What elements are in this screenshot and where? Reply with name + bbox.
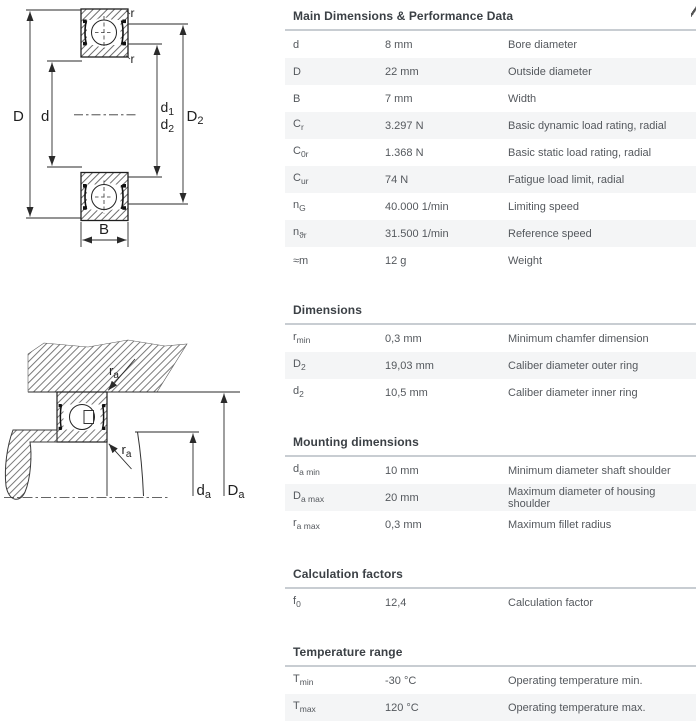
symbol-cell: [293, 490, 385, 504]
datasheet-table: [285, 0, 696, 721]
value-cell: 1.368 N: [385, 146, 424, 159]
table-row: [285, 193, 696, 220]
symbol-subscript: a max: [296, 521, 320, 532]
description-cell: Basic dynamic load rating, radial: [508, 119, 667, 132]
table-row: [285, 166, 696, 193]
description-cell: Caliber diameter outer ring: [508, 359, 639, 372]
mounting-dimensions-drawing: [0, 330, 260, 530]
symbol-base: r: [293, 331, 297, 344]
symbol-base: ≈m: [293, 254, 309, 267]
symbol-subscript: G: [299, 203, 306, 214]
label-chamfer-r-top: r: [130, 6, 135, 20]
symbol-subscript: a max: [300, 494, 325, 505]
symbol-cell: [293, 118, 385, 132]
table-row: [285, 484, 696, 511]
symbol-base: d: [293, 463, 300, 476]
label-d1: $d_1$: [160, 99, 175, 118]
label-ra-bottom: $r_a$: [121, 442, 132, 460]
label-width-B: B: [99, 221, 110, 238]
symbol-cell: [293, 226, 385, 240]
table-row: [285, 379, 696, 406]
symbol-subscript: 2: [300, 362, 306, 373]
value-cell: 22 mm: [385, 65, 419, 78]
value-cell: 12,4: [385, 596, 407, 609]
table-row: [285, 31, 696, 58]
table-row: [285, 139, 696, 166]
symbol-base: B: [293, 92, 301, 105]
symbol-subscript: r: [300, 122, 304, 133]
table-section: [285, 294, 696, 406]
value-cell: 10 mm: [385, 464, 419, 477]
symbol-cell: [293, 199, 385, 213]
value-cell: 120 °C: [385, 701, 419, 714]
label-bore-diameter: d: [41, 108, 50, 125]
value-cell: 40.000 1/min: [385, 200, 449, 213]
table-row: [285, 667, 696, 694]
description-cell: Caliber diameter inner ring: [508, 386, 638, 399]
symbol-cell: [293, 39, 385, 51]
symbol-base: C: [293, 172, 301, 185]
table-row: [285, 58, 696, 85]
value-cell: -30 °C: [385, 674, 417, 687]
symbol-cell: [293, 66, 385, 78]
value-cell: 12 g: [385, 254, 407, 267]
table-row: [285, 511, 696, 538]
description-cell: Reference speed: [508, 227, 592, 240]
label-ra-top: $r_a$: [109, 363, 119, 381]
truncated-text-fragment: [691, 5, 696, 18]
value-cell: 74 N: [385, 173, 409, 186]
label-da: $d_a$: [196, 482, 211, 501]
symbol-base: C: [293, 118, 301, 131]
table-section: [285, 558, 696, 616]
symbol-subscript: max: [299, 704, 316, 715]
symbol-subscript: 2: [299, 389, 304, 400]
symbol-base: f: [293, 595, 297, 608]
symbol-subscript: min: [299, 677, 314, 688]
housing-section: [28, 340, 187, 392]
symbol-cell: [293, 673, 385, 687]
description-cell: Maximum fillet radius: [508, 518, 612, 531]
value-cell: 10,5 mm: [385, 386, 428, 399]
symbol-cell: [293, 517, 385, 531]
symbol-cell: [293, 331, 385, 345]
symbol-subscript: a min: [299, 467, 320, 478]
value-cell: 0,3 mm: [385, 518, 422, 531]
value-cell: 8 mm: [385, 38, 413, 51]
table-row: [285, 694, 696, 721]
symbol-cell: [293, 595, 385, 609]
symbol-cell: [293, 145, 385, 159]
description-cell: Bore diameter: [508, 38, 578, 51]
symbol-cell: [293, 172, 385, 186]
table-row: [285, 85, 696, 112]
value-cell: 7 mm: [385, 92, 413, 105]
description-cell: Weight: [508, 254, 543, 267]
value-cell: 20 mm: [385, 491, 419, 504]
symbol-cell: [293, 385, 385, 399]
value-cell: 0,3 mm: [385, 332, 422, 345]
table-section: [285, 636, 696, 721]
description-cell: Operating temperature min.: [508, 674, 643, 687]
section-title: Temperature range: [285, 636, 696, 667]
symbol-base: D: [293, 358, 301, 371]
section-title: Mounting dimensions: [285, 426, 696, 457]
bearing-top-section: [81, 9, 128, 57]
description-cell: Minimum chamfer dimension: [508, 332, 649, 345]
symbol-base: n: [293, 226, 300, 239]
label-chamfer-r-inner: r: [130, 52, 135, 66]
description-cell: Width: [508, 92, 537, 105]
label-D2: $D_2$: [186, 108, 204, 127]
table-row: [285, 247, 696, 274]
symbol-base: T: [293, 673, 300, 686]
symbol-base: C: [293, 145, 301, 158]
table-section: [285, 0, 696, 274]
table-row: [285, 112, 696, 139]
symbol-base: D: [293, 65, 301, 78]
table-row: [285, 457, 696, 484]
description-cell: Operating temperature max.: [508, 701, 646, 714]
section-title: Calculation factors: [285, 558, 696, 589]
description-cell: Minimum diameter shaft shoulder: [508, 464, 671, 477]
table-section: [285, 426, 696, 538]
label-outside-diameter: D: [13, 108, 24, 125]
description-cell: Calculation factor: [508, 596, 593, 609]
bearing-bottom-section: [81, 173, 128, 221]
symbol-cell: [293, 700, 385, 714]
description-cell: Fatigue load limit, radial: [508, 173, 625, 186]
symbol-cell: [293, 255, 385, 267]
table-row: [285, 325, 696, 352]
symbol-base: T: [293, 700, 300, 713]
description-cell: Outside diameter: [508, 65, 592, 78]
shaft-section: [5, 430, 57, 499]
symbol-cell: [293, 463, 385, 477]
symbol-base: D: [293, 490, 301, 503]
symbol-subscript: ur: [300, 176, 309, 187]
table-row: [285, 589, 696, 616]
symbol-base: d: [293, 38, 300, 51]
description-cell: Limiting speed: [508, 200, 579, 213]
symbol-base: d: [293, 385, 300, 398]
value-cell: 19,03 mm: [385, 359, 434, 372]
bearing-cross-section-drawing: [0, 0, 270, 270]
section-title: Main Dimensions & Performance Data: [285, 0, 696, 31]
symbol-base: n: [293, 199, 300, 212]
description-cell: Basic static load rating, radial: [508, 146, 652, 159]
symbol-cell: [293, 358, 385, 372]
value-cell: 3.297 N: [385, 119, 424, 132]
dimension-d: [47, 61, 82, 167]
symbol-base: r: [293, 517, 297, 530]
symbol-subscript: min: [296, 335, 311, 346]
symbol-subscript: 0: [296, 599, 301, 610]
shoulder-contour: [138, 432, 144, 496]
table-row: [285, 220, 696, 247]
label-d2: $d_2$: [160, 116, 175, 135]
symbol-subscript: 0r: [300, 149, 309, 160]
label-Da: $D_a$: [227, 482, 245, 501]
table-row: [285, 352, 696, 379]
section-title: Dimensions: [285, 294, 696, 325]
mounted-bearing-section: [57, 392, 107, 442]
value-cell: 31.500 1/min: [385, 227, 449, 240]
symbol-cell: [293, 93, 385, 105]
symbol-subscript: ϑr: [299, 230, 307, 241]
dimension-D: [26, 10, 81, 218]
cage: [84, 411, 94, 424]
description-cell: Maximum diameter of housing shoulder: [508, 485, 656, 510]
